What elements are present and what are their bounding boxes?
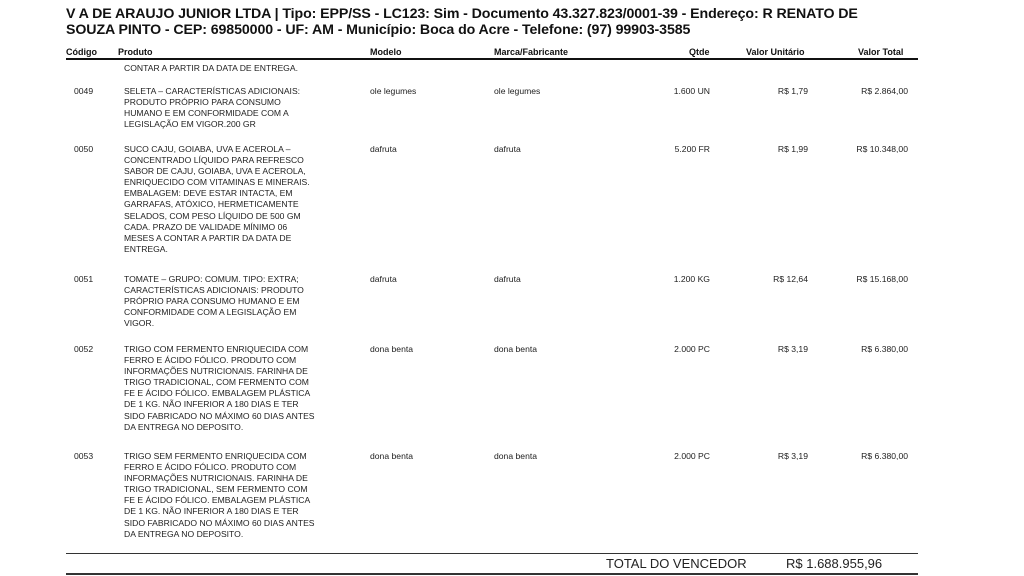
item-description <box>124 274 360 329</box>
item-unit-price: R$ 1,99 <box>777 144 808 154</box>
item-description-line: VIGOR. <box>124 318 155 329</box>
item-description-line: PRÓPRIO PARA CONSUMO HUMANO E EM <box>124 296 300 307</box>
item-model: ole legumes <box>370 86 417 96</box>
item-total-price: R$ 2.864,00 <box>861 86 908 96</box>
item-description-line: SIDO FABRICADO NO MÁXIMO 60 DIAS ANTES <box>124 410 315 421</box>
column-header-valor-total: Valor Total <box>858 47 904 57</box>
item-brand: dafruta <box>494 274 521 284</box>
item-description-line: ENRIQUECIDO COM VITAMINAS E MINERAIS. <box>124 177 310 188</box>
item-unit-price: R$ 3,19 <box>777 344 808 354</box>
item-brand: ole legumes <box>494 86 541 96</box>
item-brand: dona benta <box>494 344 538 354</box>
vendor-header <box>66 6 926 38</box>
item-description-line: SELADOS, COM PESO LÍQUIDO DE 500 GM <box>124 210 301 221</box>
item-description-line: FE E ÁCIDO FÓLICO. EMBALAGEM PLÁSTICA <box>124 388 311 399</box>
item-description-line: FERRO E ÁCIDO FÓLICO. PRODUTO COM <box>124 462 297 473</box>
item-code: 0050 <box>74 144 94 154</box>
item-unit-price: R$ 1,79 <box>777 86 808 96</box>
item-quantity: 2.000 PC <box>674 344 710 354</box>
item-quantity: 2.000 PC <box>674 451 710 461</box>
vendor-header-line-1: V A DE ARAUJO JUNIOR LTDA | Tipo: EPP/SS - LC123: Sim - Documento 43.327.823/0001-39 - Endereço: R RENATO DE <box>66 6 858 22</box>
item-description <box>124 144 360 255</box>
item-description-line: FERRO E ÁCIDO FÓLICO. PRODUTO COM <box>124 355 297 366</box>
item-description-line: TRIGO TRADICIONAL, COM FERMENTO COM <box>124 377 309 388</box>
item-description-line: EMBALAGEM: DEVE ESTAR INTACTA, EM <box>124 188 293 199</box>
item-code: 0052 <box>74 344 94 354</box>
item-description <box>124 344 360 433</box>
item-description-line: INFORMAÇÕES NUTRICIONAIS. FARINHA DE <box>124 366 308 377</box>
item-brand: dona benta <box>494 451 538 461</box>
item-description-line: DE 1 KG. NÃO INFERIOR A 180 DIAS E TER <box>124 506 299 517</box>
item-code: 0049 <box>74 86 94 96</box>
item-description-line: GARRAFAS, ATÓXICO, HERMETICAMENTE <box>124 199 299 210</box>
item-model: dafruta <box>370 144 397 154</box>
item-brand: dafruta <box>494 144 521 154</box>
column-header-qtde: Qtde <box>689 47 710 57</box>
item-description-line: CONFORMIDADE COM A LEGISLAÇÃO EM <box>124 307 297 318</box>
item-description-line: CARACTERÍSTICAS ADICIONAIS: PRODUTO <box>124 285 304 296</box>
item-description-line: PRODUTO PRÓPRIO PARA CONSUMO <box>124 97 281 108</box>
item-quantity: 5.200 FR <box>674 144 710 154</box>
item-description-line: DA ENTREGA NO DEPOSITO. <box>124 421 244 432</box>
item-description-line: TRIGO TRADICIONAL, SEM FERMENTO COM <box>124 484 308 495</box>
item-code: 0053 <box>74 451 94 461</box>
item-total-price: R$ 6.380,00 <box>861 451 908 461</box>
total-label: TOTAL DO VENCEDOR <box>606 556 747 571</box>
item-description <box>124 86 360 130</box>
column-header-valor-unitario: Valor Unitário <box>746 47 805 57</box>
item-code: 0051 <box>74 274 94 284</box>
item-description <box>124 451 360 540</box>
item-description-line: FE E ÁCIDO FÓLICO. EMBALAGEM PLÁSTICA <box>124 495 311 506</box>
item-description-line: CADA. PRAZO DE VALIDADE MÍNIMO 06 <box>124 221 288 232</box>
item-description-line: INFORMAÇÕES NUTRICIONAIS. FARINHA DE <box>124 473 308 484</box>
column-header-modelo: Modelo <box>370 47 402 57</box>
item-description-line: TOMATE – GRUPO: COMUM. TIPO: EXTRA; <box>124 274 299 284</box>
item-description-line: TRIGO COM FERMENTO ENRIQUECIDA COM <box>124 344 309 354</box>
item-description-line: ENTREGA. <box>124 243 168 254</box>
item-description-line: DA ENTREGA NO DEPOSITO. <box>124 528 244 539</box>
item-model: dona benta <box>370 344 414 354</box>
item-unit-price: R$ 3,19 <box>777 451 808 461</box>
item-description-line: SELETA – CARACTERÍSTICAS ADICIONAIS: <box>124 86 301 96</box>
column-header-codigo: Código <box>66 47 97 57</box>
item-description-line: DE 1 KG. NÃO INFERIOR A 180 DIAS E TER <box>124 399 299 410</box>
item-description-line: CONCENTRADO LÍQUIDO PARA REFRESCO <box>124 155 304 166</box>
item-quantity: 1.600 UN <box>673 86 710 96</box>
item-model: dafruta <box>370 274 397 284</box>
item-total-price: R$ 6.380,00 <box>861 344 908 354</box>
item-description-line: SABOR DE CAJU, GOIABA, UVA E ACEROLA, <box>124 166 306 177</box>
item-description-line: TRIGO SEM FERMENTO ENRIQUECIDA COM <box>124 451 307 461</box>
item-model: dona benta <box>370 451 414 461</box>
header-rule <box>66 58 918 60</box>
item-quantity: 1.200 KG <box>673 274 710 284</box>
item-description-line: SIDO FABRICADO NO MÁXIMO 60 DIAS ANTES <box>124 517 315 528</box>
column-header-produto: Produto <box>118 47 153 57</box>
item-total-price: R$ 15.168,00 <box>856 274 908 284</box>
item-total-price: R$ 10.348,00 <box>856 144 908 154</box>
item-unit-price: R$ 12,64 <box>773 274 808 284</box>
item-description-line: MESES A CONTAR A PARTIR DA DATA DE <box>124 232 292 243</box>
item-description-line: HUMANO E EM CONFORMIDADE COM A <box>124 108 289 119</box>
total-rule-top <box>66 553 918 554</box>
total-value: R$ 1.688.955,96 <box>786 556 883 571</box>
item-description-line: LEGISLAÇÃO EM VIGOR.200 GR <box>124 119 256 130</box>
total-rule-bottom <box>66 573 918 575</box>
column-header-marca: Marca/Fabricante <box>494 47 569 57</box>
previous-item-fragment: CONTAR A PARTIR DA DATA DE ENTREGA. <box>124 63 298 73</box>
item-description-line: SUCO CAJU, GOIABA, UVA E ACEROLA – <box>124 144 291 154</box>
vendor-header-line-2: SOUZA PINTO - CEP: 69850000 - UF: AM - Município: Boca do Acre - Telefone: (97) 99903-3585 <box>66 22 691 38</box>
